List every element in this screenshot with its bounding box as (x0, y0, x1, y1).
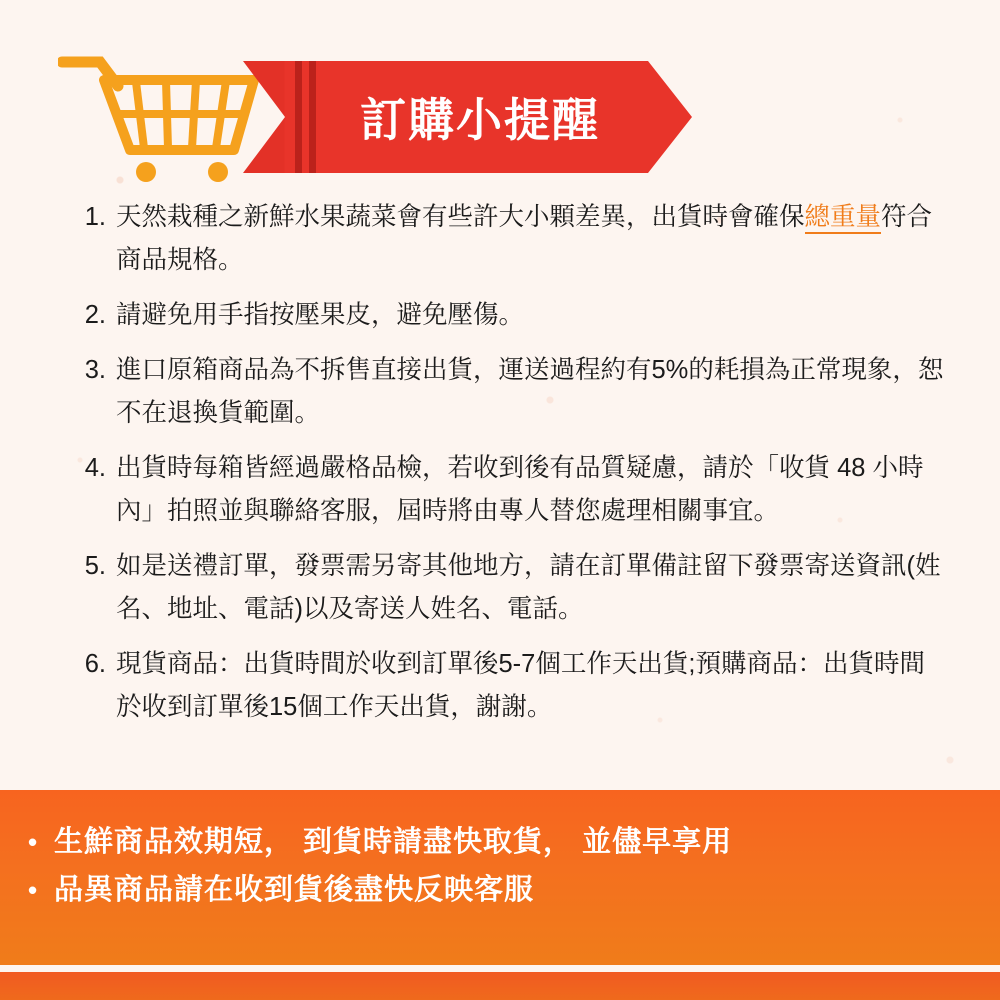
list-item-number: 1. (84, 203, 106, 231)
page-title: 訂購小提醒 (360, 94, 600, 146)
band-line (28, 866, 970, 914)
list-item (74, 447, 946, 533)
bullet-icon: • (28, 875, 39, 905)
note-text-post: 符合商品規格。 (116, 203, 933, 274)
list-item (74, 196, 946, 282)
list-item (74, 545, 946, 631)
band-line-text: 生鮮商品效期短， 到貨時請盡快取貨， 並儘早享用 (54, 826, 733, 858)
list-item-text: 請避免用手指按壓果皮，避免壓傷。 (116, 301, 525, 329)
shopping-cart-icon (58, 52, 268, 182)
list-item-number: 5. (84, 552, 106, 580)
banner-ribbon (243, 61, 703, 173)
note-highlight: 總重量 (805, 203, 882, 234)
order-notes-list (74, 196, 946, 741)
list-item-number: 3. (84, 356, 106, 384)
band-line (28, 818, 970, 866)
list-item-text: 進口原箱商品為不拆售直接出貨，運送過程約有5%的耗損為正常現象，恕不在退換貨範圍。 (116, 356, 944, 427)
note-text-pre: 天然栽種之新鮮水果蔬菜會有些許大小顆差異，出貨時會確保 (116, 203, 805, 231)
band-line-text: 品異商品請在收到貨後盡快反映客服 (54, 874, 535, 906)
footer-strip (0, 972, 1000, 1000)
list-item-number: 4. (84, 454, 106, 482)
list-item-number: 2. (84, 301, 106, 329)
list-item-text (116, 196, 946, 282)
footer-divider (0, 965, 1000, 972)
list-item-text: 如是送禮訂單，發票需另寄其他地方，請在訂單備註留下發票寄送資訊(姓名、地址、電話)以及寄送人姓名、電話。 (116, 552, 941, 623)
list-item (74, 643, 946, 729)
bullet-icon: • (28, 827, 39, 857)
highlight-band (0, 790, 1000, 965)
list-item-text: 出貨時每箱皆經過嚴格品檢，若收到後有品質疑慮，請於「收貨 48 小時內」拍照並與聯絡客服，屆時將由專人替您處理相關事宜。 (116, 454, 924, 525)
header (0, 28, 1000, 183)
list-item (74, 294, 946, 337)
list-item-number: 6. (84, 650, 106, 678)
list-item-text: 現貨商品：出貨時間於收到訂單後5-7個工作天出貨;預購商品：出貨時間於收到訂單後15個工作天出貨，謝謝。 (116, 650, 925, 721)
list-item (74, 349, 946, 435)
